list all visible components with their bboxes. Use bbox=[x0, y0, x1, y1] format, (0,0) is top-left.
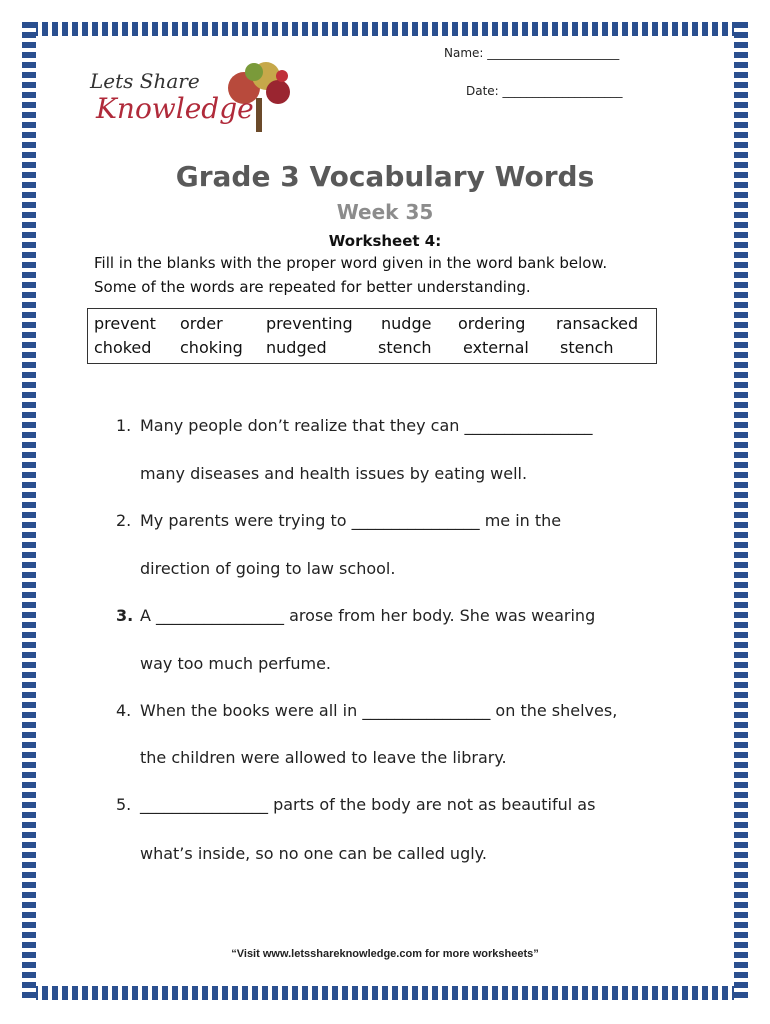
question-4 bbox=[116, 701, 617, 720]
logo-text-line1: Lets Share bbox=[90, 69, 200, 93]
question-number: 3. bbox=[116, 606, 134, 625]
instruction-line-2: Some of the words are repeated for better understanding. bbox=[94, 278, 531, 296]
question-5-continuation: what’s inside, so no one can be called ugly. bbox=[140, 844, 487, 863]
question-1-continuation: many diseases and health issues by eating well. bbox=[140, 464, 528, 483]
logo-text-line2: Knowledge bbox=[96, 92, 254, 125]
word-bank-item: ransacked bbox=[556, 314, 639, 333]
word-bank-item: nudged bbox=[266, 338, 327, 357]
border-top bbox=[22, 22, 748, 36]
word-bank bbox=[87, 308, 657, 364]
date-field[interactable]: Date: ____________________ bbox=[466, 84, 623, 98]
question-text: Many people don’t realize that they can ________________ bbox=[140, 416, 593, 435]
question-text: When the books were all in ________________ on the shelves, bbox=[140, 701, 618, 720]
page-title: Grade 3 Vocabulary Words bbox=[175, 160, 595, 193]
question-3-continuation: way too much perfume. bbox=[140, 654, 331, 673]
word-bank-item: external bbox=[463, 338, 529, 357]
word-bank-item: nudge bbox=[381, 314, 432, 333]
question-2-continuation: direction of going to law school. bbox=[140, 559, 396, 578]
question-1 bbox=[116, 416, 592, 435]
question-5 bbox=[116, 795, 595, 814]
question-text: ________________ parts of the body are not as beautiful as bbox=[140, 795, 596, 814]
word-bank-item: order bbox=[180, 314, 223, 333]
week-label: Week 35 bbox=[336, 200, 434, 224]
word-bank-item: stench bbox=[378, 338, 432, 357]
question-4-continuation: the children were allowed to leave the library. bbox=[140, 748, 507, 767]
border-bottom bbox=[22, 986, 748, 1000]
question-number: 4. bbox=[116, 701, 132, 720]
footer-note: “Visit www.letsshareknowledge.com for more worksheets” bbox=[231, 948, 539, 960]
lets-share-knowledge-logo bbox=[86, 58, 306, 138]
word-bank-item: prevent bbox=[94, 314, 156, 333]
name-field[interactable]: Name: ______________________ bbox=[444, 46, 620, 60]
question-number: 5. bbox=[116, 795, 132, 814]
question-2 bbox=[116, 511, 561, 530]
question-3 bbox=[116, 606, 595, 625]
instruction-line-1: Fill in the blanks with the proper word given in the word bank below. bbox=[94, 254, 608, 272]
word-bank-item: choking bbox=[180, 338, 243, 357]
word-bank-item: stench bbox=[560, 338, 614, 357]
word-bank-item: ordering bbox=[458, 314, 526, 333]
question-number: 2. bbox=[116, 511, 132, 530]
word-bank-item: preventing bbox=[266, 314, 353, 333]
word-bank-item: choked bbox=[94, 338, 152, 357]
worksheet-label: Worksheet 4: bbox=[328, 232, 442, 250]
question-text: My parents were trying to ________________ me in the bbox=[140, 511, 562, 530]
question-text: A ________________ arose from her body. She was wearing bbox=[140, 606, 596, 625]
question-number: 1. bbox=[116, 416, 132, 435]
